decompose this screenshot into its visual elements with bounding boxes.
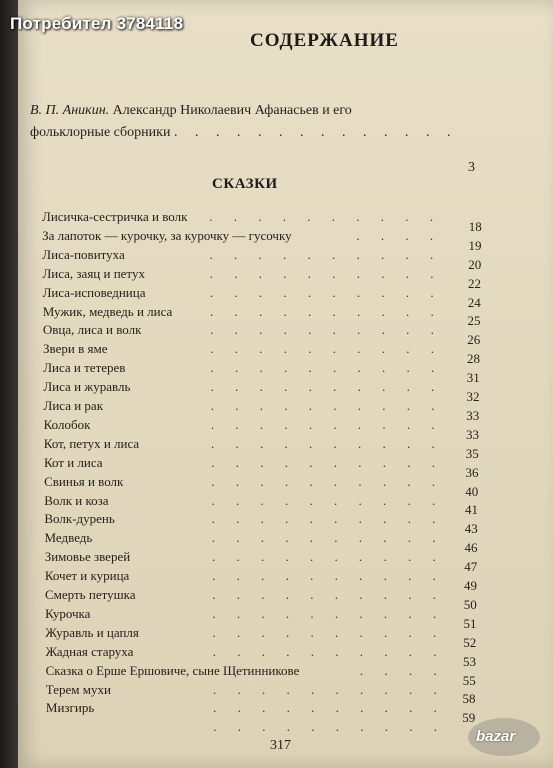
toc-entry-title: Кот и лиса (43, 454, 103, 470)
toc-entry (46, 718, 446, 736)
intro-leader-dots: . . . . . . . . . . . . . . (173, 125, 458, 140)
toc-leader-dots: . . . . . . . . . . (209, 265, 443, 281)
toc-entry-title: Журавль и цапля (45, 624, 139, 640)
toc-entry (46, 681, 446, 699)
toc-leader-dots: . . . . . . . . . . (210, 322, 443, 338)
page-heading: СОДЕРЖАНИЕ (250, 30, 399, 51)
toc-leader-dots: . . . . . . . . . . (211, 549, 445, 565)
intro-title-line1: Александр Николаевич Афанасьев и его (112, 103, 352, 118)
toc-page-number: 43 (464, 521, 478, 537)
toc-entry (45, 624, 445, 642)
toc-leader-dots: . . . . . . . . . . (209, 284, 443, 300)
toc-entry (43, 284, 443, 302)
toc-entry (42, 227, 442, 245)
toc-entry (45, 529, 445, 547)
toc-page-number: 51 (463, 615, 477, 631)
toc-entry (46, 699, 446, 717)
toc-entry-title: Звери в яме (43, 341, 108, 357)
toc-page-number: 49 (464, 578, 477, 593)
toc-page-number: 25 (467, 313, 481, 329)
toc-leader-dots: . . . . . . . . . . (212, 643, 446, 659)
toc-leader-dots: . . . . (356, 227, 443, 243)
toc-leader-dots: . . . . . . . . . . (211, 511, 445, 527)
toc-entry-title: Зимовье зверей (44, 549, 131, 565)
toc-page-number: 40 (465, 483, 479, 499)
toc-entry (43, 378, 443, 396)
toc-entry-title: Лиса-исповедница (42, 284, 146, 300)
toc-entry-title: Лиса и рак (43, 398, 104, 413)
toc-entry-title: Сказка о Ерше Ершовиче, сыне Щетинникове (45, 662, 300, 678)
toc-entry (45, 643, 445, 661)
toc-leader-dots: . . . . . . . . . . (211, 473, 445, 489)
toc-entry (43, 359, 443, 377)
toc-page-number: 26 (467, 332, 481, 348)
toc-entry (44, 473, 444, 491)
toc-entry-title: Кот, петух и лиса (43, 435, 140, 451)
toc-entry (43, 303, 443, 321)
page-footer-number: 317 (270, 738, 291, 753)
toc-leader-dots: . . . . . . . . . . (211, 454, 444, 470)
toc-entry-title: Колобок (43, 416, 91, 432)
intro-title-line2: фольклорные сборники (30, 125, 171, 140)
toc-page-number: 35 (465, 445, 479, 461)
toc-entry-title: Свинья и волк (44, 473, 124, 489)
toc-entry (46, 662, 446, 680)
toc-page-number: 41 (465, 502, 478, 518)
toc-page-number: 32 (466, 389, 480, 404)
toc-leader-dots: . . . . . . . . . . (210, 416, 444, 432)
toc-entry-title: Лиса, заяц и петух (42, 265, 145, 281)
toc-entry (45, 605, 445, 623)
toc-entry (44, 416, 444, 434)
toc-entry-title: Мизгирь (45, 700, 95, 716)
toc-page-number: 18 (468, 218, 482, 234)
toc-entry (44, 435, 444, 453)
toc-leader-dots: . . . . . . . . . . (212, 568, 445, 584)
toc-entry (43, 321, 443, 339)
toc-page-number: 59 (462, 710, 476, 726)
toc-leader-dots: . . . . . . . . . . (210, 398, 444, 413)
toc-page-number: 33 (466, 426, 479, 442)
toc-page-number: 33 (466, 407, 480, 423)
toc-page-number: 52 (463, 634, 477, 650)
toc-page-number: 20 (468, 256, 482, 272)
toc-entry (44, 492, 444, 510)
toc-entry (42, 265, 442, 283)
toc-leader-dots: . . . . . . . . . . (210, 379, 444, 395)
toc-entry-title: Лисичка-сестричка и волк (42, 209, 188, 224)
toc-leader-dots: . . . . . . . . . . (212, 605, 446, 621)
toc-page-number: 24 (467, 294, 481, 310)
toc-entry (42, 208, 442, 226)
toc-entry (42, 246, 442, 264)
toc-entry-title: Кочет и курица (44, 568, 130, 584)
toc-leader-dots: . . . . . . . . . . (213, 719, 447, 735)
toc-entry-title: Лиса и журавль (43, 379, 131, 395)
toc-page-number: 53 (463, 653, 476, 669)
toc-leader-dots: . . . . . . . . . . (210, 303, 443, 319)
toc-leader-dots: . . . . . . . . . . (212, 624, 446, 640)
intro-page-number: 3 (468, 160, 475, 175)
toc-page-number: 19 (468, 237, 482, 253)
toc-entry-title: Лиса и тетерев (43, 360, 126, 376)
toc-entry-title: Смерть петушка (45, 587, 136, 602)
toc-leader-dots: . . . . . . . . . . (210, 341, 444, 357)
toc-page-number: 46 (464, 540, 478, 556)
toc-entry-title: Волк-дурень (44, 511, 115, 527)
toc-leader-dots: . . . . . . . . . . (209, 209, 442, 224)
toc-entry (43, 340, 443, 358)
intro-author: В. П. Аникин. (30, 103, 110, 118)
toc-page-number: 28 (467, 351, 480, 367)
toc-page-number: 22 (468, 275, 481, 291)
toc-leader-dots: . . . . . . . . . . (211, 492, 445, 508)
toc-entry (45, 586, 445, 604)
toc-entry-title: Волк и коза (44, 492, 109, 508)
toc-entry-title: За лапоток — курочку, за курочку — гусочку (42, 227, 292, 243)
toc-entry-title: Медведь (44, 530, 93, 546)
toc-page-number: 36 (465, 464, 479, 480)
toc-leader-dots: . . . . . . . . . . (213, 700, 446, 716)
toc-leader-dots: . . . . . . . . . . (213, 681, 446, 697)
toc-page-number: 50 (463, 596, 477, 612)
toc-entry-title: Лиса-повитуха (42, 246, 125, 262)
toc-entry-title: Жадная старуха (45, 643, 134, 659)
toc-entry-title: Курочка (45, 605, 91, 621)
bazar-logo-text: bazar (476, 728, 516, 745)
toc-leader-dots: . . . . . . . . . . (209, 246, 443, 262)
toc-page-number: 55 (462, 672, 476, 688)
toc-leader-dots: . . . . . . . . . . (210, 360, 444, 376)
toc-entry-title: Овца, лиса и волк (42, 322, 142, 338)
toc-entry (44, 454, 444, 472)
toc-page-number: 58 (462, 691, 476, 707)
toc-entry (45, 567, 445, 585)
toc-leader-dots: . . . . . . . . . . (211, 435, 444, 451)
toc-leader-dots: . . . . . . . . . . (212, 587, 445, 602)
section-title: СКАЗКИ (212, 176, 278, 192)
toc-entry-title: Терем мухи (45, 681, 111, 697)
user-watermark: Потребител 3784118 (10, 14, 184, 33)
toc-entry-title: Мужик, медведь и лиса (42, 303, 173, 319)
toc-leader-dots: . . . . . . . . . . (211, 530, 445, 546)
toc-entry (44, 397, 444, 415)
toc-leader-dots: . . . . (359, 662, 446, 678)
toc-entry (45, 548, 445, 566)
toc-entry (44, 510, 444, 528)
toc-page-number: 47 (464, 559, 478, 575)
toc-page-number: 31 (466, 370, 480, 386)
